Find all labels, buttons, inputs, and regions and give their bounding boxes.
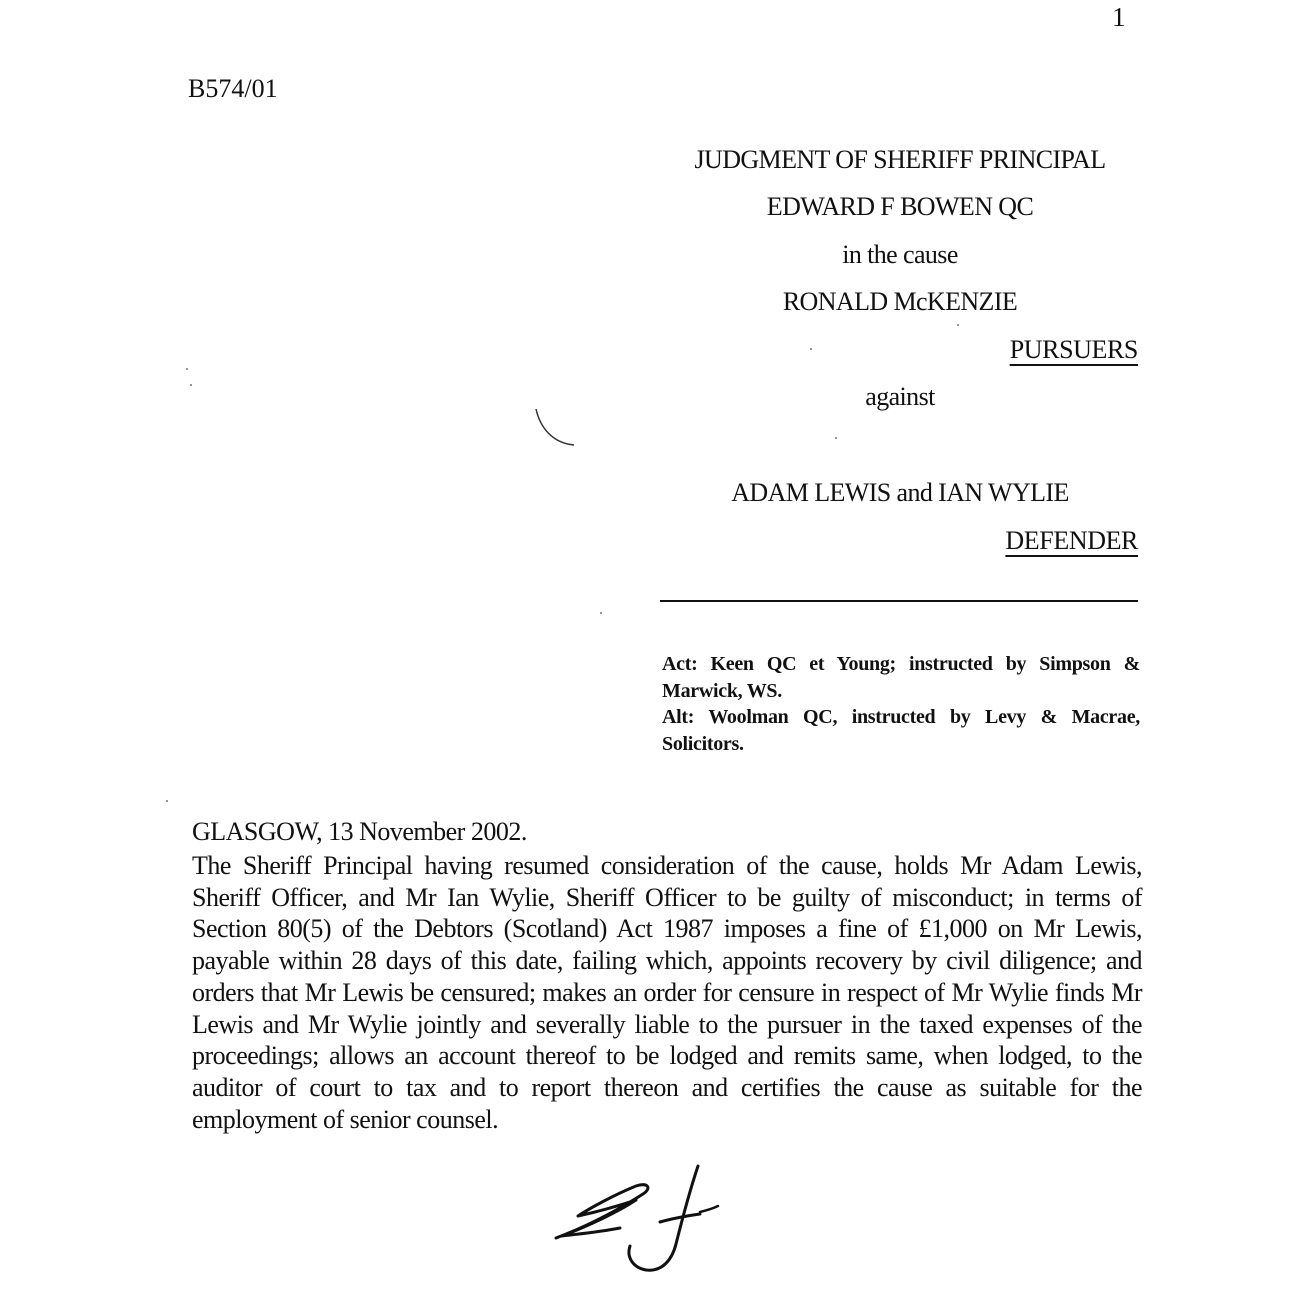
case-reference: B574/01	[188, 74, 278, 103]
in-the-cause: in the cause	[842, 240, 958, 269]
page-number: 1	[1112, 2, 1126, 32]
scan-speck	[190, 384, 192, 386]
defenders-names: ADAM LEWIS and IAN WYLIE	[731, 478, 1069, 507]
separator-rule	[660, 600, 1138, 602]
counsel-alt: Alt: Woolman QC, instructed by Levy & Macrae, Solicitors.	[662, 706, 1140, 755]
pursuer-label: PURSUERS	[1009, 335, 1138, 364]
interlocutor-text: The Sheriff Principal having resumed consideration of the cause, holds Mr Adam Lewis, Sheriff Officer, and Mr Ian Wylie, Sheriff Officer to be guilty of misconduct; in terms of Section 80(5) of the Debtors (Scotland) Act 1987 imposes a fine of £1,000 on Mr Lewis, payable within 28 days of this date, failing which, appoints recovery by civil diligence; and orders that Mr Lewis be censured; makes an order for censure in respect of Mr Wylie finds Mr Lewis and Mr Wylie jointly and severally liable to the pursuer in the taxed expenses of the proceedings; allows an account thereof to be lodged and remits same, when lodged, to the auditor of court to tax and to report thereon and certifies the cause as suitable for the employment of senior counsel.	[192, 851, 1142, 1134]
judge-name: EDWARD F BOWEN QC	[766, 192, 1034, 221]
dateline: GLASGOW, 13 November 2002.	[192, 817, 527, 846]
scan-speck	[957, 324, 959, 326]
scan-speck	[810, 348, 812, 350]
pursuer-name: RONALD McKENZIE	[782, 287, 1018, 316]
scan-speck	[600, 612, 602, 614]
counsel-block	[662, 651, 1140, 757]
scan-speck	[186, 368, 188, 370]
scan-mark-icon	[530, 405, 580, 450]
defender-label: DEFENDER	[1005, 526, 1138, 555]
judgment-title: JUDGMENT OF SHERIFF PRINCIPAL	[694, 145, 1106, 174]
counsel-act: Act: Keen QC et Young; instructed by Simpson & Marwick, WS.	[662, 653, 1140, 702]
scan-speck	[166, 800, 168, 802]
against-label: against	[865, 382, 935, 411]
scan-speck	[835, 437, 837, 439]
handwritten-signature-icon	[548, 1160, 728, 1280]
